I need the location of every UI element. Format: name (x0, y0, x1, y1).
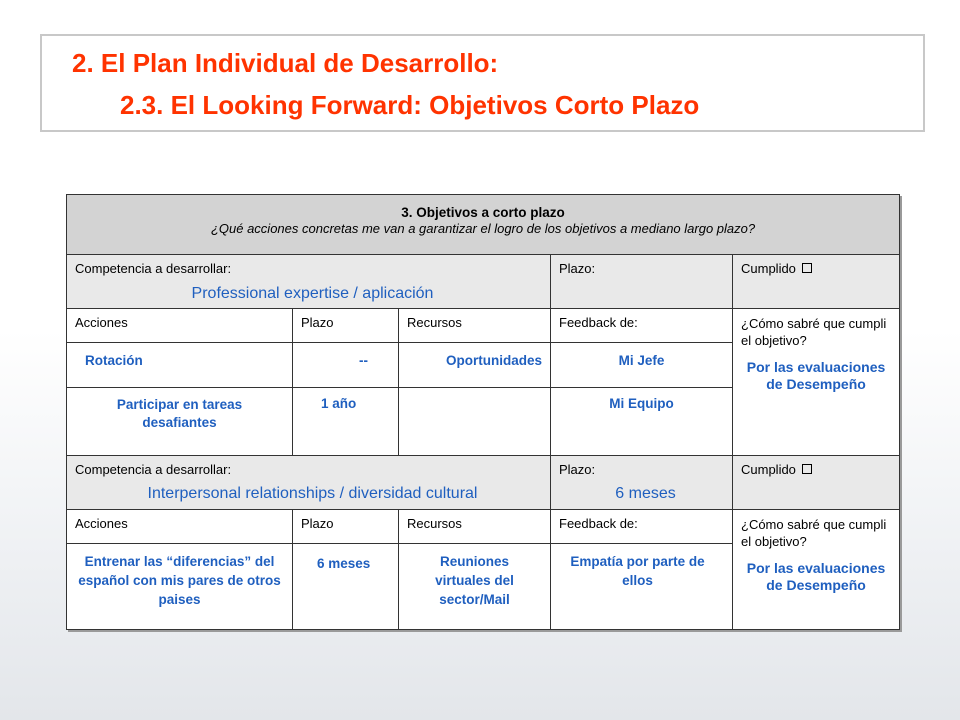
competency-value: Interpersonal relationships / diversidad cultural (147, 485, 478, 502)
col-plazo: Plazo (293, 510, 399, 544)
table-row-feedback (551, 544, 733, 630)
slide-title-box (40, 34, 925, 132)
how-answer: Por las evaluaciones de Desempeño (746, 560, 886, 593)
how-answer: Por las evaluaciones de Desempeño (746, 359, 886, 392)
plazo-label: Plazo: (559, 462, 596, 477)
cumplido-label: Cumplido (741, 261, 796, 276)
feedback-text: Empatía por parte de ellos (570, 554, 705, 588)
table-row-recursos (399, 388, 551, 456)
form-header-subtitle: ¿Qué acciones concretas me van a garantizar el logro de los objetivos a mediano largo plazo? (210, 221, 756, 236)
cumplido-checkbox[interactable] (802, 263, 812, 273)
col-plazo: Plazo (293, 309, 399, 343)
table-row-plazo (293, 343, 399, 388)
slide-title: 2. El Plan Individual de Desarrollo: (72, 48, 499, 78)
col-feedback: Feedback de: (551, 309, 733, 343)
feedback-text: Mi Jefe (618, 353, 665, 368)
col-acciones: Acciones (67, 510, 293, 544)
how-question: ¿Cómo sabré que cumpli el objetivo? (741, 517, 887, 549)
competency-label: Competencia a desarrollar: (75, 462, 232, 477)
short-term-objectives-form (66, 194, 900, 630)
recursos-text: Reuniones virtuales del sector/Mail (435, 554, 514, 607)
plazo-cell (551, 255, 733, 309)
table-row-recursos (399, 544, 551, 630)
cumplido-cell (733, 255, 900, 309)
how-question: ¿Cómo sabré que cumpli el objetivo? (741, 316, 887, 348)
table-row-feedback (551, 388, 733, 456)
table-row-plazo (293, 544, 399, 630)
table-row-accion (67, 544, 293, 630)
competency-cell (67, 255, 551, 309)
table-row-accion (67, 388, 293, 456)
feedback-text: Mi Equipo (609, 396, 674, 411)
form-header-title: 3. Objetivos a corto plazo (401, 205, 565, 220)
form-header (67, 195, 900, 255)
plazo-cell (551, 456, 733, 510)
recursos-text: Oportunidades (445, 353, 542, 368)
competency-cell (67, 456, 551, 510)
how-cell (733, 510, 900, 630)
how-cell (733, 309, 900, 456)
competency-label: Competencia a desarrollar: (75, 261, 232, 276)
cumplido-cell (733, 456, 900, 510)
col-feedback: Feedback de: (551, 510, 733, 544)
accion-text: Rotación (85, 353, 143, 368)
table-row-plazo (293, 388, 399, 456)
plazo-label: Plazo: (559, 261, 596, 276)
plazo-text: 1 año (321, 396, 357, 411)
table-row-accion (67, 343, 293, 388)
cumplido-label: Cumplido (741, 462, 796, 477)
col-acciones: Acciones (67, 309, 293, 343)
slide-subtitle: 2.3. El Looking Forward: Objetivos Corto Plazo (120, 90, 700, 120)
accion-text: Entrenar las “diferencias” del español con mis pares de otros paises (78, 554, 281, 607)
table-row-recursos (399, 343, 551, 388)
plazo-value: 6 meses (615, 485, 676, 502)
cumplido-checkbox[interactable] (802, 464, 812, 474)
competency-value: Professional expertise / aplicación (191, 285, 434, 302)
plazo-text: 6 meses (317, 556, 371, 571)
plazo-text: -- (359, 353, 368, 368)
table-row-feedback (551, 343, 733, 388)
col-recursos: Recursos (399, 510, 551, 544)
accion-text: Participar en tareas desafiantes (116, 397, 243, 430)
col-recursos: Recursos (399, 309, 551, 343)
